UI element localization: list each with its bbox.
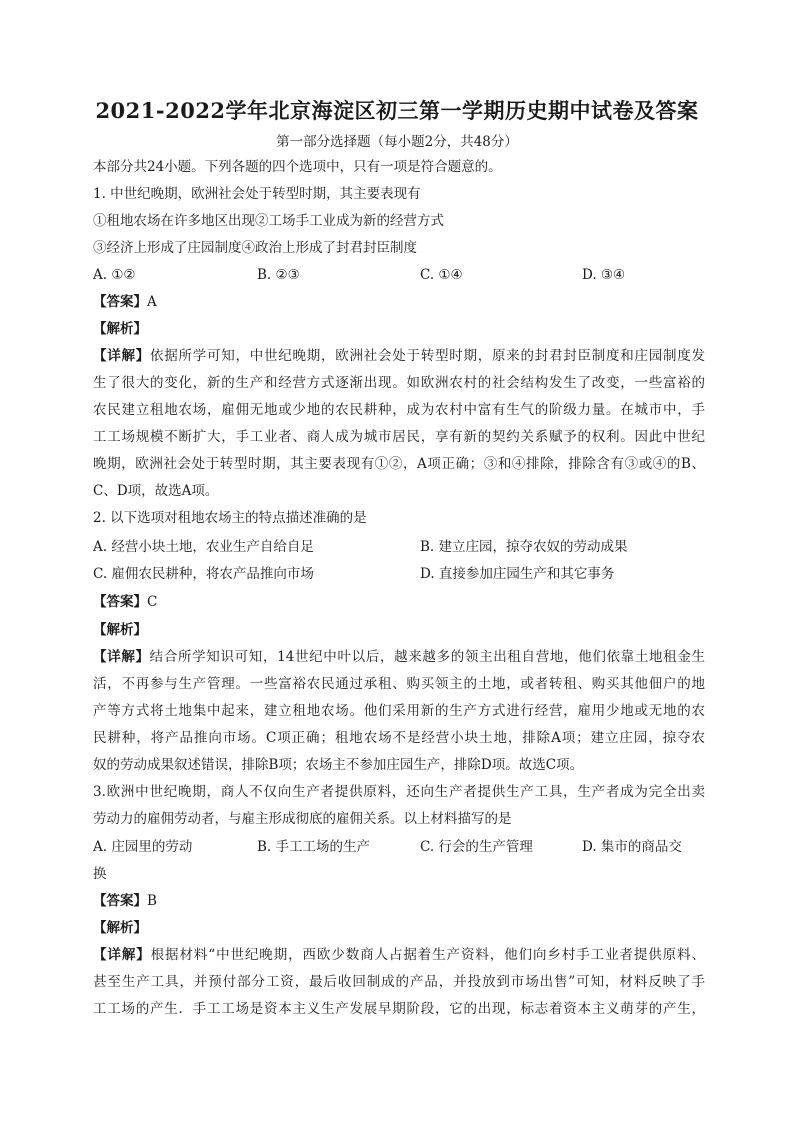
q2-detail-line: 产等方式将土地集中起来，建立租地农场。他们采用新的生产方式进行经营，雇用少地或无地的农 bbox=[93, 703, 705, 719]
section-heading: 第一部分选择题（每小题2分，共48分） bbox=[276, 134, 518, 150]
q1-detail-text: 依据所学可知，中世纪晚期，欧洲社会处于转型时期，原来的封君封臣制度和庄园制度发 bbox=[150, 348, 705, 364]
q2-analysis-label bbox=[93, 620, 147, 640]
q1-item: ①租地农场在许多地区出现②工场手工业成为新的经营方式 bbox=[93, 213, 444, 229]
q2-answer-row bbox=[93, 592, 157, 612]
section-intro: 本部分共24小题。下列各题的四个选项中，只有一项是符合题意的。 bbox=[93, 159, 502, 175]
q3-detail-text: 根据材料“中世纪晚期，西欧少数商人占据着生产资料，他们向乡村手工业者提供原料、 bbox=[150, 947, 705, 963]
q3-option-a: A. 庄园里的劳动 bbox=[93, 839, 193, 855]
q1-detail-line: 生了很大的变化，新的生产和经营方式逐渐出现。如欧洲农村的社会结构发生了改变，一些富裕的 bbox=[93, 375, 705, 391]
q3-answer-row bbox=[93, 891, 157, 911]
answer-label: 【答案】 bbox=[93, 594, 147, 610]
q3-stem-line: 3.欧洲中世纪晚期，商人不仅向生产者提供原料，还向生产者提供生产工具，生产者成为完全出卖 bbox=[93, 784, 705, 800]
q1-option-b: B. ②③ bbox=[257, 267, 300, 283]
q1-option-c: C. ①④ bbox=[420, 267, 463, 283]
analysis-label: 【解析】 bbox=[93, 622, 147, 638]
q2-option-d: D. 直接参加庄园生产和其它事务 bbox=[420, 566, 615, 582]
q1-detail-line: 晚期，欧洲社会处于转型时期，其主要表现有①②，A项正确；③和④排除，排除含有③或④的B、 bbox=[93, 456, 705, 472]
q1-detail-line: 工工场规模不断扩大，手工业者、商人成为城市居民，享有新的契约关系赋予的权利。因此中世纪 bbox=[93, 429, 705, 445]
answer-label: 【答案】 bbox=[93, 893, 147, 909]
q3-detail-line: 工工场的产生．手工工场是资本主义生产发展早期阶段，它的出现，标志着资本主义萌芽的产生， bbox=[93, 1001, 705, 1017]
detail-label: 【详解】 bbox=[93, 649, 150, 665]
q1-analysis-label bbox=[93, 319, 147, 339]
q2-stem: 2. 以下选项对租地农场主的特点描述准确的是 bbox=[93, 510, 367, 526]
q1-detail-line: C、D项，故选A项。 bbox=[93, 483, 219, 499]
q2-detail-line bbox=[93, 647, 705, 667]
analysis-label: 【解析】 bbox=[93, 920, 147, 936]
analysis-label: 【解析】 bbox=[93, 321, 147, 337]
q3-option-c: C. 行会的生产管理 bbox=[420, 839, 533, 855]
q3-option-wrap: 换 bbox=[93, 866, 107, 882]
q2-detail-line: 活，不再参与生产管理。一些富裕农民通过承租、购买领主的土地，或者转租、购买其他佃户的地 bbox=[93, 676, 705, 692]
q1-option-a: A. ①② bbox=[93, 267, 136, 283]
detail-label: 【详解】 bbox=[93, 348, 150, 364]
q3-option-d: D. 集市的商品交 bbox=[582, 839, 682, 855]
q1-answer-row bbox=[93, 292, 157, 312]
q3-detail-line bbox=[93, 945, 705, 965]
q2-answer-value: C bbox=[147, 594, 158, 610]
q1-stem: 1. 中世纪晚期，欧洲社会处于转型时期，其主要表现有 bbox=[93, 186, 421, 202]
q3-detail-line: 甚至生产工具，并预付部分工资，最后收回制成的产品，并投放到市场出售”可知，材料反映了手 bbox=[93, 974, 705, 990]
q1-item: ③经济上形成了庄园制度④政治上形成了封君封臣制度 bbox=[93, 240, 417, 256]
q1-option-d: D. ③④ bbox=[582, 267, 626, 283]
q2-option-c: C. 雇佣农民耕种，将农产品推向市场 bbox=[93, 566, 314, 582]
q3-option-b: B. 手工工场的生产 bbox=[257, 839, 371, 855]
answer-label: 【答案】 bbox=[93, 294, 147, 310]
q2-detail-line: 奴的劳动成果叙述错误，排除B项；农场主不参加庄园生产，排除D项。故选C项。 bbox=[93, 757, 584, 773]
page-title: 2021-2022学年北京海淀区初三第一学期历史期中试卷及答案 bbox=[95, 98, 699, 123]
q1-detail-line: 农民建立租地农场，雇佣无地或少地的农民耕种，成为农村中富有生气的阶级力量。在城市中，手 bbox=[93, 402, 705, 418]
q2-detail-line: 民耕种，将产品推向市场。C项正确；租地农场不是经营小块土地，排除A项；建立庄园，掠夺农 bbox=[93, 730, 705, 746]
q1-answer-value: A bbox=[147, 294, 157, 310]
q3-answer-value: B bbox=[147, 893, 157, 909]
q1-detail-line bbox=[93, 346, 705, 366]
q2-option-b: B. 建立庄园，掠夺农奴的劳动成果 bbox=[420, 539, 628, 555]
q3-stem-line: 劳动力的雇佣劳动者，与雇主形成彻底的雇佣关系。以上材料描写的是 bbox=[93, 811, 512, 827]
detail-label: 【详解】 bbox=[93, 947, 151, 963]
q3-analysis-label bbox=[93, 918, 147, 938]
q2-option-a: A. 经营小块土地，农业生产自给自足 bbox=[93, 539, 314, 555]
q2-detail-text: 结合所学知识可知，14世纪中叶以后，越来越多的领主出租自营地，他们依靠土地租金生 bbox=[149, 649, 705, 665]
